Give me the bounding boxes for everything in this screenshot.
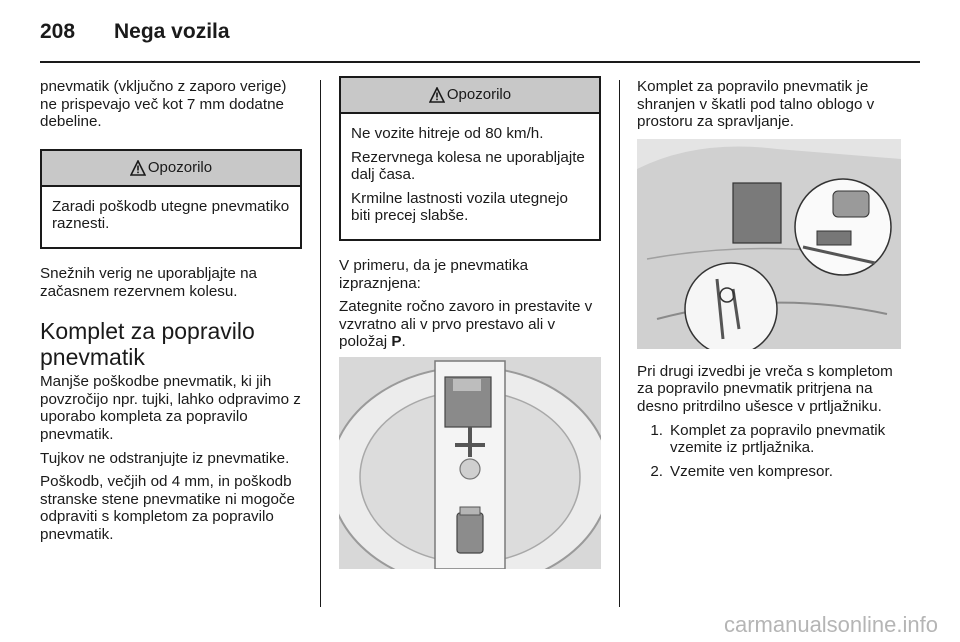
watermark: carmanualsonline.info xyxy=(723,612,938,637)
column-divider-1 xyxy=(320,80,321,607)
spare-wheel-well-figure xyxy=(339,357,601,569)
handbrake-text: Zategnite ročno zavoro in prestavite v vzvratno ali v prvo prestavo ali v položaj xyxy=(339,298,593,351)
handbrake-paragraph xyxy=(339,298,601,351)
deflated-tyre-paragraph: V primeru, da je pnevmatika izpraznjena: xyxy=(339,256,529,292)
column-1 xyxy=(40,78,302,550)
step-text: Komplet za popravilo pnevmatik vzemite iz prtljažnika. xyxy=(670,421,886,457)
bag-location-paragraph: Pri drugi izvedbi je vreča s kompletom za popravilo pnevmatik pritrjena na desno pritrdilno ušesce v prtljažniku. xyxy=(637,362,893,415)
handbrake-text-end: . xyxy=(401,333,406,351)
luggage-compartment-figure xyxy=(637,139,901,349)
warning-line-3: Krmilne lastnosti vozila utegnejo biti precej slabše. xyxy=(351,189,568,225)
warning-line-2: Rezervnega kolesa ne uporabljajte dalj časa. xyxy=(351,148,585,184)
step-text: Vzemite ven kompresor. xyxy=(670,462,833,480)
page-title: Nega vozila xyxy=(114,20,230,43)
page-header xyxy=(40,14,920,46)
warning-line-1: Ne vozite hitreje od 80 km/h. xyxy=(351,125,544,142)
warning-body xyxy=(42,187,300,247)
column-2 xyxy=(339,76,601,575)
warning-box xyxy=(40,149,302,249)
warning-body xyxy=(341,114,599,239)
repair-kit-paragraph-2: Tujkov ne odstranjujte iz pnevmatike. xyxy=(40,449,290,467)
warning-icon xyxy=(429,87,445,103)
warning-icon xyxy=(130,160,146,176)
gear-position-p: P xyxy=(391,333,402,351)
warning-box xyxy=(339,76,601,241)
kit-location-paragraph: Komplet za popravilo pnevmatik je shranjen v škatli pod talno oblogo v prostoru za spravljanje. xyxy=(637,78,875,131)
column-divider-2 xyxy=(619,80,620,607)
warning-title: Opozorilo xyxy=(446,86,512,104)
step-number: 1. xyxy=(650,421,663,439)
header-rule xyxy=(40,61,920,63)
list-item xyxy=(637,463,902,481)
section-heading: Komplet za popravilo pnevmatik xyxy=(40,318,255,371)
list-item xyxy=(637,422,902,457)
snow-chain-note: Snežnih verig ne uporabljajte na začasnem rezervnem kolesu. xyxy=(40,264,257,300)
warning-header xyxy=(42,151,300,187)
warning-title: Opozorilo xyxy=(147,158,213,176)
warning-header xyxy=(341,78,599,114)
step-number: 2. xyxy=(650,462,663,480)
page-number: 208 xyxy=(40,20,76,43)
steps-list xyxy=(637,422,902,481)
column-3 xyxy=(637,78,902,486)
repair-kit-paragraph-3: Poškodb, večjih od 4 mm, in poškodb stranske stene pnevmatike ni mogoče odpraviti s kompletom za popravilo pnevmatik. xyxy=(40,473,295,543)
repair-kit-paragraph-1: Manjše poškodbe pnevmatik, ki jih povzročijo npr. tujki, lahko odpravimo z uporabo kompleta za popravilo pnevmatik. xyxy=(40,373,301,443)
warning-text: Zaradi poškodb utegne pnevmatiko raznesti. xyxy=(52,197,290,233)
intro-paragraph: pnevmatik (vključno z zaporo verige) ne prispevajo več kot 7 mm dodatne debeline. xyxy=(40,78,287,131)
